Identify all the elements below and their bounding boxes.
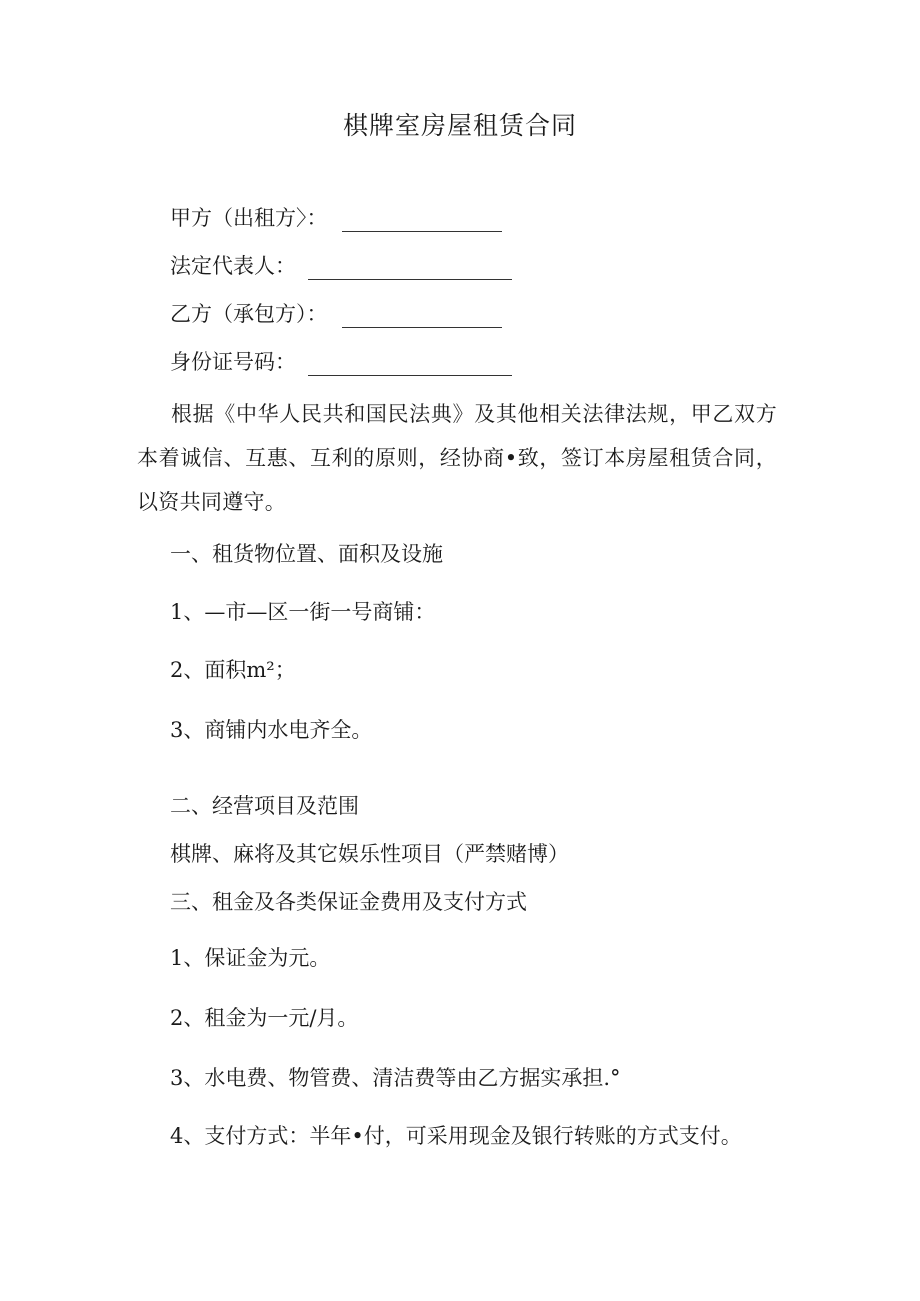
- section3-item3: 3、水电费、物管费、清洁费等由乙方据实承担.°: [170, 1066, 621, 1090]
- section3-item1: 1、保证金为元。: [170, 946, 331, 970]
- section1-item2: 2、面积m²；: [170, 658, 296, 682]
- party-a-blank[interactable]: [342, 213, 502, 232]
- party-a-label: 甲方（出租方〉：: [170, 206, 328, 230]
- section1-heading: 一、租货物位置、面积及设施: [170, 542, 443, 566]
- party-b-field: [170, 300, 502, 328]
- section3-item4: 4、支付方式：半年•付，可采用现金及银行转账的方式支付。: [170, 1124, 742, 1148]
- section1-item3: 3、商铺内水电齐全。: [170, 718, 373, 742]
- id-number-field: [170, 348, 512, 376]
- legal-rep-field: [170, 252, 512, 280]
- section2-content: 棋牌、麻将及其它娱乐性项目（严禁赌博）: [170, 842, 569, 866]
- legal-rep-blank[interactable]: [308, 261, 512, 280]
- party-b-blank[interactable]: [342, 309, 502, 328]
- section3-item2: 2、租金为一元/月。: [170, 1006, 359, 1030]
- id-number-blank[interactable]: [308, 357, 512, 376]
- legal-rep-label: 法定代表人：: [170, 254, 296, 278]
- document-title: 棋牌室房屋租赁合同: [342, 111, 577, 140]
- preamble-paragraph: 根据《中华人民共和国民法典》及其他相关法律法规，甲乙双方本着诚信、互惠、互利的原则，经协商•致，签订本房屋租赁合同，以资共同遵守。: [137, 402, 777, 514]
- section2-heading: 二、经营项目及范围: [170, 794, 359, 818]
- id-number-label: 身份证号码：: [170, 350, 296, 374]
- section1-item1: 1、—市—区一街一号商铺：: [170, 600, 436, 624]
- party-b-label: 乙方（承包方）：: [170, 302, 328, 326]
- party-a-field: [170, 204, 502, 232]
- section3-heading: 三、租金及各类保证金费用及支付方式: [170, 890, 527, 914]
